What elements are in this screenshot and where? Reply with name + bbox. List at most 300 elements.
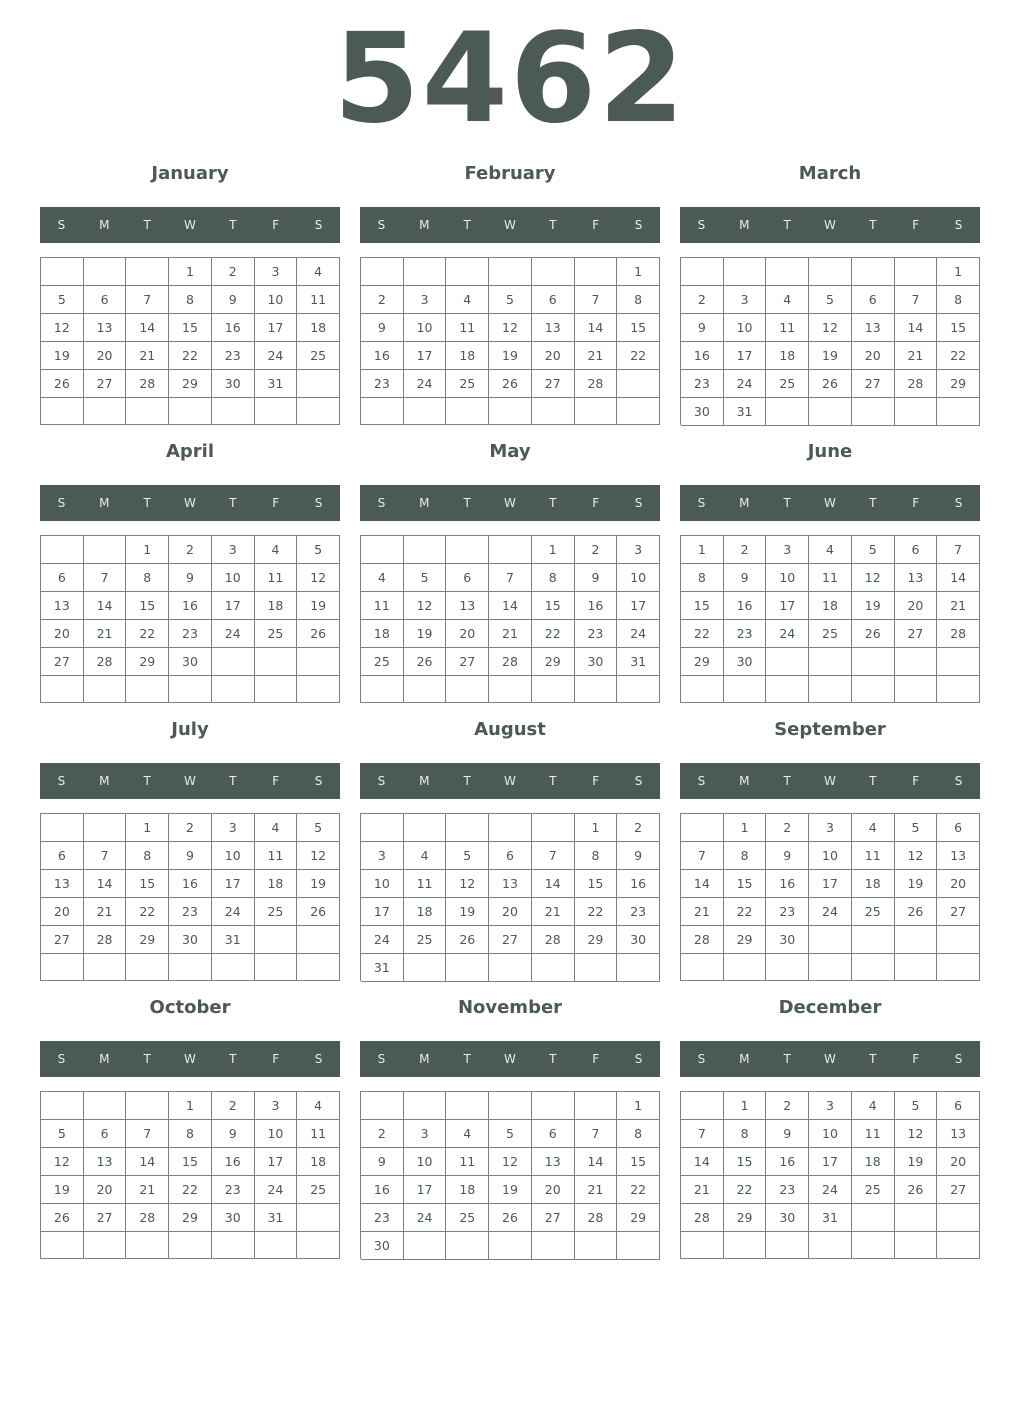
day-cell: 20 — [489, 898, 532, 926]
day-cell: 16 — [169, 592, 212, 620]
day-cell: 6 — [532, 286, 575, 314]
weekday-label: S — [954, 774, 963, 788]
day-cell: 4 — [809, 536, 852, 564]
weekday-label: W — [184, 496, 196, 510]
day-cell: 10 — [766, 564, 809, 592]
day-cell: 18 — [446, 342, 489, 370]
weekday-label: W — [824, 218, 836, 232]
day-cell: 29 — [126, 648, 169, 676]
month-name: November — [457, 997, 563, 1018]
day-cell: 7 — [84, 564, 127, 592]
day-cell: 1 — [724, 814, 767, 842]
day-cell — [446, 954, 489, 982]
day-cell: 28 — [681, 926, 724, 954]
weekday-header — [360, 1041, 660, 1077]
day-cell: 8 — [169, 286, 212, 314]
day-cell: 21 — [575, 1176, 618, 1204]
day-cell: 4 — [446, 286, 489, 314]
day-cell: 12 — [489, 314, 532, 342]
day-cell: 2 — [361, 286, 404, 314]
day-cell: 9 — [169, 564, 212, 592]
day-cell: 29 — [617, 1204, 660, 1232]
day-cell — [766, 954, 809, 981]
day-cell: 13 — [41, 592, 84, 620]
day-grid — [680, 257, 980, 425]
day-cell: 6 — [852, 286, 895, 314]
day-cell: 24 — [255, 1176, 298, 1204]
day-cell: 6 — [532, 1120, 575, 1148]
day-cell: 15 — [126, 870, 169, 898]
weekday-label: S — [377, 774, 386, 788]
day-cell: 23 — [361, 1204, 404, 1232]
weekday-label: W — [504, 496, 516, 510]
day-cell: 3 — [617, 536, 660, 564]
day-cell: 31 — [212, 926, 255, 954]
day-cell: 28 — [575, 370, 618, 398]
day-cell: 1 — [681, 536, 724, 564]
day-cell: 27 — [41, 926, 84, 954]
day-cell: 6 — [41, 842, 84, 870]
day-cell — [724, 258, 767, 286]
day-grid — [680, 813, 980, 981]
day-cell: 3 — [361, 842, 404, 870]
day-cell: 27 — [532, 1204, 575, 1232]
day-cell — [404, 258, 447, 286]
month-name: September — [774, 719, 886, 740]
weekday-label: F — [272, 1052, 280, 1066]
weekday-label: W — [504, 774, 516, 788]
day-cell: 15 — [724, 870, 767, 898]
weekday-label: T — [549, 218, 557, 232]
day-cell: 27 — [852, 370, 895, 398]
day-cell — [297, 926, 340, 954]
day-cell: 21 — [126, 342, 169, 370]
weekday-label: T — [143, 1052, 151, 1066]
weekday-label: W — [504, 218, 516, 232]
day-cell: 4 — [852, 814, 895, 842]
day-cell: 25 — [852, 898, 895, 926]
weekday-label: F — [272, 496, 280, 510]
day-cell — [361, 814, 404, 842]
day-cell — [489, 954, 532, 982]
weekday-header — [360, 485, 660, 521]
day-cell: 11 — [446, 314, 489, 342]
day-cell: 13 — [84, 314, 127, 342]
day-cell: 15 — [937, 314, 980, 342]
day-cell: 7 — [84, 842, 127, 870]
day-cell: 17 — [724, 342, 767, 370]
day-cell: 21 — [937, 592, 980, 620]
month-name: April — [165, 441, 215, 462]
day-cell: 11 — [255, 842, 298, 870]
day-cell: 11 — [361, 592, 404, 620]
day-cell: 15 — [724, 1148, 767, 1176]
day-grid — [360, 1091, 660, 1259]
day-cell: 23 — [766, 898, 809, 926]
day-cell: 15 — [169, 314, 212, 342]
day-cell — [724, 1232, 767, 1259]
day-cell: 4 — [766, 286, 809, 314]
day-cell: 29 — [724, 1204, 767, 1232]
day-cell: 1 — [126, 814, 169, 842]
day-cell: 19 — [895, 1148, 938, 1176]
day-cell — [617, 1232, 660, 1260]
day-cell — [255, 954, 298, 981]
day-cell: 8 — [937, 286, 980, 314]
weekday-label: S — [954, 496, 963, 510]
day-cell: 4 — [255, 814, 298, 842]
day-cell — [575, 258, 618, 286]
day-cell: 16 — [575, 592, 618, 620]
day-cell: 15 — [617, 314, 660, 342]
weekday-label: F — [912, 1052, 920, 1066]
day-cell: 22 — [724, 1176, 767, 1204]
day-cell: 12 — [809, 314, 852, 342]
day-cell: 25 — [297, 1176, 340, 1204]
day-cell — [446, 536, 489, 564]
day-cell: 30 — [169, 926, 212, 954]
day-cell: 6 — [446, 564, 489, 592]
day-cell: 15 — [617, 1148, 660, 1176]
day-cell: 19 — [489, 1176, 532, 1204]
day-cell — [489, 536, 532, 564]
day-cell: 18 — [361, 620, 404, 648]
day-cell — [724, 954, 767, 981]
weekday-label: S — [634, 774, 643, 788]
day-cell: 18 — [852, 1148, 895, 1176]
month-name: January — [151, 163, 229, 184]
day-cell — [212, 676, 255, 703]
day-cell: 1 — [937, 258, 980, 286]
day-cell: 30 — [617, 926, 660, 954]
weekday-label: T — [229, 218, 237, 232]
weekday-label: S — [57, 496, 66, 510]
weekday-label: T — [869, 774, 877, 788]
day-cell: 19 — [297, 592, 340, 620]
day-cell — [937, 1232, 980, 1259]
weekday-label: S — [634, 1052, 643, 1066]
day-cell: 12 — [446, 870, 489, 898]
day-cell: 7 — [681, 842, 724, 870]
day-cell: 20 — [532, 1176, 575, 1204]
day-cell: 3 — [809, 1092, 852, 1120]
day-cell: 28 — [489, 648, 532, 676]
day-cell — [617, 398, 660, 425]
day-cell — [489, 258, 532, 286]
day-cell: 25 — [404, 926, 447, 954]
weekday-label: M — [99, 496, 110, 510]
day-cell: 23 — [169, 620, 212, 648]
weekday-header — [680, 485, 980, 521]
day-cell: 6 — [41, 564, 84, 592]
day-cell: 3 — [404, 1120, 447, 1148]
day-cell: 20 — [895, 592, 938, 620]
day-cell: 8 — [126, 842, 169, 870]
weekday-header — [680, 207, 980, 243]
day-cell: 19 — [852, 592, 895, 620]
day-cell: 14 — [575, 314, 618, 342]
day-cell: 16 — [361, 342, 404, 370]
weekday-label: S — [954, 1052, 963, 1066]
day-cell: 21 — [681, 898, 724, 926]
day-cell: 4 — [852, 1092, 895, 1120]
day-cell: 2 — [766, 1092, 809, 1120]
weekday-label: M — [99, 774, 110, 788]
day-cell — [84, 954, 127, 981]
day-cell: 30 — [212, 1204, 255, 1232]
day-cell — [852, 954, 895, 981]
day-cell: 30 — [575, 648, 618, 676]
month-name: June — [807, 441, 853, 462]
day-cell: 7 — [575, 1120, 618, 1148]
day-cell: 17 — [212, 592, 255, 620]
day-cell — [361, 1092, 404, 1120]
day-cell: 21 — [84, 898, 127, 926]
day-cell: 12 — [41, 1148, 84, 1176]
day-cell: 10 — [617, 564, 660, 592]
day-cell: 22 — [681, 620, 724, 648]
day-cell: 2 — [766, 814, 809, 842]
day-cell: 8 — [575, 842, 618, 870]
day-cell — [404, 1092, 447, 1120]
day-cell: 10 — [404, 1148, 447, 1176]
month-name: May — [489, 441, 531, 462]
weekday-label: W — [184, 774, 196, 788]
month-july — [40, 712, 340, 990]
month-name: February — [464, 163, 556, 184]
day-cell: 21 — [489, 620, 532, 648]
day-cell: 24 — [724, 370, 767, 398]
day-cell — [404, 676, 447, 703]
day-cell — [617, 676, 660, 703]
day-cell — [852, 926, 895, 954]
day-cell: 30 — [766, 926, 809, 954]
day-cell: 5 — [489, 286, 532, 314]
day-cell — [255, 1232, 298, 1259]
day-cell: 24 — [766, 620, 809, 648]
day-cell: 28 — [681, 1204, 724, 1232]
day-cell — [446, 1232, 489, 1260]
day-cell — [212, 954, 255, 981]
day-cell: 1 — [169, 1092, 212, 1120]
day-cell: 25 — [446, 1204, 489, 1232]
weekday-label: T — [463, 218, 471, 232]
day-cell: 31 — [809, 1204, 852, 1232]
day-cell: 26 — [852, 620, 895, 648]
day-cell: 26 — [404, 648, 447, 676]
day-cell — [489, 398, 532, 425]
weekday-label: S — [634, 218, 643, 232]
weekday-label: M — [99, 1052, 110, 1066]
day-cell: 18 — [766, 342, 809, 370]
day-cell — [297, 648, 340, 676]
day-cell — [126, 1092, 169, 1120]
weekday-label: T — [783, 496, 791, 510]
day-cell: 19 — [446, 898, 489, 926]
day-cell: 20 — [937, 1148, 980, 1176]
weekday-label: T — [783, 218, 791, 232]
day-cell — [255, 398, 298, 425]
day-cell — [532, 954, 575, 982]
day-grid — [40, 257, 340, 425]
day-cell: 15 — [575, 870, 618, 898]
day-cell: 12 — [489, 1148, 532, 1176]
weekday-label: W — [184, 1052, 196, 1066]
day-cell — [809, 398, 852, 426]
day-cell: 23 — [575, 620, 618, 648]
day-cell: 28 — [84, 648, 127, 676]
day-cell: 9 — [212, 1120, 255, 1148]
day-cell: 5 — [297, 814, 340, 842]
day-cell — [404, 398, 447, 425]
day-cell: 24 — [404, 370, 447, 398]
weekday-label: S — [57, 1052, 66, 1066]
day-cell — [766, 258, 809, 286]
day-cell: 20 — [532, 342, 575, 370]
day-cell: 18 — [809, 592, 852, 620]
day-cell: 3 — [404, 286, 447, 314]
day-cell: 15 — [681, 592, 724, 620]
day-cell — [766, 648, 809, 676]
day-cell: 27 — [532, 370, 575, 398]
day-cell: 7 — [575, 286, 618, 314]
day-cell — [575, 676, 618, 703]
day-cell — [446, 676, 489, 703]
weekday-label: M — [99, 218, 110, 232]
day-cell: 16 — [361, 1176, 404, 1204]
day-cell: 10 — [404, 314, 447, 342]
day-cell — [41, 954, 84, 981]
day-cell: 6 — [937, 814, 980, 842]
day-cell: 16 — [766, 870, 809, 898]
day-cell — [681, 954, 724, 981]
day-cell: 25 — [809, 620, 852, 648]
weekday-label: M — [419, 496, 430, 510]
weekday-label: M — [739, 218, 750, 232]
day-cell: 22 — [532, 620, 575, 648]
day-cell: 11 — [766, 314, 809, 342]
weekday-label: S — [314, 774, 323, 788]
day-cell: 28 — [532, 926, 575, 954]
day-cell: 27 — [895, 620, 938, 648]
day-cell: 17 — [361, 898, 404, 926]
day-cell: 31 — [255, 1204, 298, 1232]
day-cell — [895, 398, 938, 426]
day-cell: 17 — [404, 1176, 447, 1204]
day-cell: 13 — [895, 564, 938, 592]
day-cell — [446, 1092, 489, 1120]
day-cell: 31 — [361, 954, 404, 982]
day-cell: 20 — [446, 620, 489, 648]
day-cell — [297, 398, 340, 425]
day-cell: 30 — [681, 398, 724, 426]
day-cell: 21 — [895, 342, 938, 370]
day-cell: 5 — [41, 286, 84, 314]
day-cell — [895, 676, 938, 703]
day-cell: 27 — [41, 648, 84, 676]
day-cell: 5 — [41, 1120, 84, 1148]
day-cell: 9 — [212, 286, 255, 314]
month-august — [360, 712, 660, 990]
day-cell: 29 — [681, 648, 724, 676]
day-cell — [169, 398, 212, 425]
day-cell: 9 — [361, 1148, 404, 1176]
day-cell: 14 — [489, 592, 532, 620]
day-cell: 28 — [937, 620, 980, 648]
day-cell: 17 — [809, 870, 852, 898]
day-cell: 18 — [297, 314, 340, 342]
day-cell: 30 — [724, 648, 767, 676]
day-cell: 29 — [532, 648, 575, 676]
day-cell — [169, 954, 212, 981]
day-cell — [766, 1232, 809, 1259]
day-cell: 24 — [809, 898, 852, 926]
day-cell: 17 — [766, 592, 809, 620]
day-cell: 3 — [255, 258, 298, 286]
day-cell — [404, 954, 447, 982]
day-cell — [361, 258, 404, 286]
weekday-header — [360, 763, 660, 799]
weekday-label: S — [377, 496, 386, 510]
day-cell — [489, 814, 532, 842]
day-cell: 17 — [404, 342, 447, 370]
month-name: October — [149, 997, 231, 1018]
day-cell: 21 — [84, 620, 127, 648]
day-cell — [126, 676, 169, 703]
day-cell — [766, 676, 809, 703]
day-cell: 25 — [766, 370, 809, 398]
weekday-label: S — [314, 496, 323, 510]
weekday-label: T — [229, 774, 237, 788]
day-cell: 28 — [575, 1204, 618, 1232]
day-cell: 21 — [681, 1176, 724, 1204]
day-cell: 6 — [84, 286, 127, 314]
day-cell — [489, 1092, 532, 1120]
months-grid — [40, 156, 980, 1268]
day-cell: 3 — [809, 814, 852, 842]
day-cell: 12 — [297, 564, 340, 592]
day-cell: 3 — [766, 536, 809, 564]
day-cell: 2 — [212, 258, 255, 286]
month-name: December — [778, 997, 882, 1018]
day-cell: 16 — [212, 314, 255, 342]
day-cell: 10 — [255, 286, 298, 314]
day-cell: 10 — [255, 1120, 298, 1148]
day-cell: 11 — [852, 1120, 895, 1148]
day-grid — [680, 535, 980, 703]
day-cell: 7 — [126, 1120, 169, 1148]
day-cell — [681, 676, 724, 703]
day-cell: 14 — [895, 314, 938, 342]
day-cell: 29 — [126, 926, 169, 954]
day-cell — [41, 1232, 84, 1259]
weekday-label: S — [697, 774, 706, 788]
day-cell: 24 — [404, 1204, 447, 1232]
day-cell: 26 — [489, 370, 532, 398]
day-cell: 22 — [126, 898, 169, 926]
day-cell: 22 — [575, 898, 618, 926]
day-cell: 5 — [297, 536, 340, 564]
weekday-label: S — [697, 496, 706, 510]
day-cell — [84, 536, 127, 564]
day-cell: 2 — [169, 536, 212, 564]
weekday-label: T — [869, 218, 877, 232]
weekday-label: S — [634, 496, 643, 510]
weekday-label: S — [314, 1052, 323, 1066]
day-cell: 20 — [852, 342, 895, 370]
day-cell: 12 — [895, 842, 938, 870]
day-cell: 11 — [297, 1120, 340, 1148]
